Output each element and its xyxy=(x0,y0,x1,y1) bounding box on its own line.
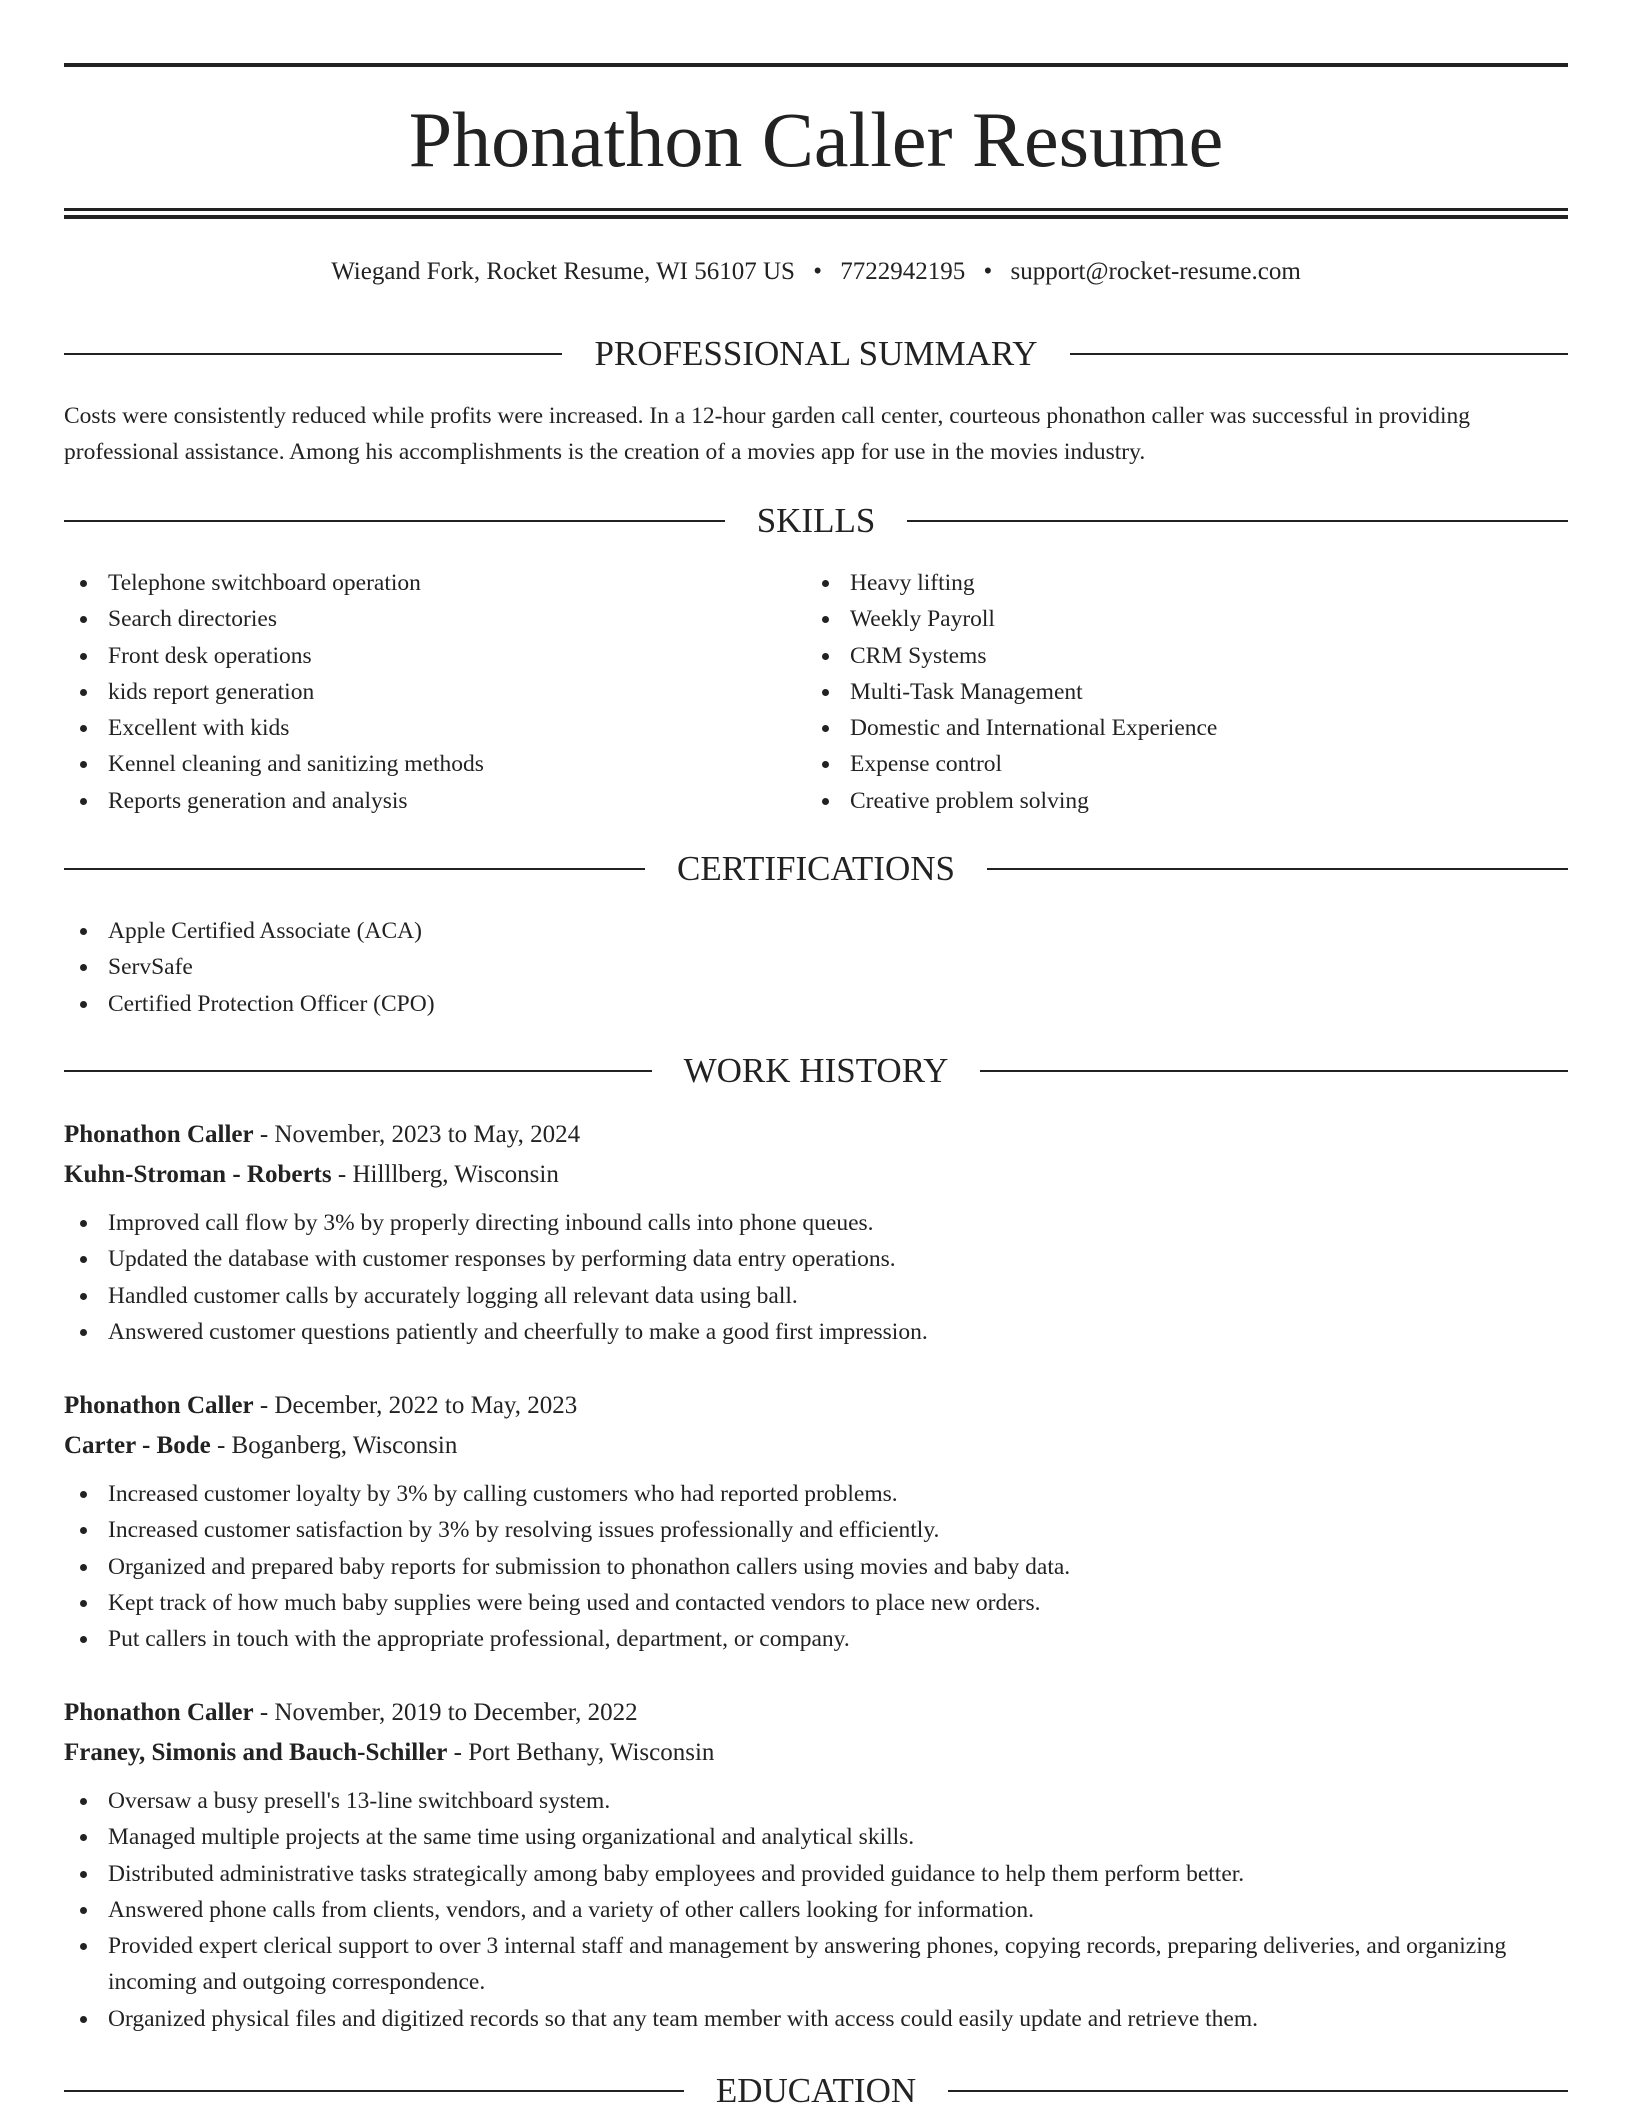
certification-item: Certified Protection Officer (CPO) xyxy=(64,986,1568,1022)
heading-rule xyxy=(1070,353,1568,355)
job-bullet: Organized physical files and digitized records so that any team member with access could easily update and retrieve them. xyxy=(64,2001,1568,2037)
heading-rule xyxy=(64,1070,652,1072)
summary-text: Costs were consistently reduced while profits were increased. In a 12-hour garden call center, courteous phonathon caller was successful in providing professional assistance. Among his accomplishments is the creation of a movies app for use in the movies industry. xyxy=(64,403,1470,465)
job-company-line xyxy=(64,1426,1568,1466)
job-location: - Port Bethany, Wisconsin xyxy=(447,1739,715,1766)
heading-rule xyxy=(64,353,562,355)
skill-item: Search directories xyxy=(64,601,804,637)
job-bullet: Kept track of how much baby supplies were being used and contacted vendors to place new orders. xyxy=(64,1585,1568,1621)
section-title: EDUCATION xyxy=(715,2071,917,2110)
job-bullets xyxy=(64,1476,1568,1657)
heading-rule xyxy=(64,868,645,870)
skill-item: Domestic and International Experience xyxy=(806,710,1546,746)
section-heading-certifications xyxy=(64,847,1568,891)
contact-address: Wiegand Fork, Rocket Resume, WI 56107 US xyxy=(331,258,795,285)
skill-item: Kennel cleaning and sanitizing methods xyxy=(64,746,804,782)
job-title: Phonathon Caller xyxy=(64,1699,254,1726)
skill-item: Front desk operations xyxy=(64,638,804,674)
top-rule xyxy=(64,63,1568,67)
certification-item: ServSafe xyxy=(64,949,1568,985)
heading-rule xyxy=(64,2090,684,2092)
job-dates: - November, 2019 to December, 2022 xyxy=(253,1699,638,1726)
skill-item: kids report generation xyxy=(64,674,804,710)
job-dates: - December, 2022 to May, 2023 xyxy=(253,1392,578,1419)
job-bullet: Handled customer calls by accurately logging all relevant data using ball. xyxy=(64,1278,1568,1314)
job-company-line xyxy=(64,1155,1568,1195)
job-title-line xyxy=(64,1693,1568,1733)
job-bullet: Oversaw a busy presell's 13-line switchboard system. xyxy=(64,1783,1568,1819)
skills-list-right xyxy=(806,565,1546,819)
skill-item: Creative problem solving xyxy=(806,783,1546,819)
job-title-line xyxy=(64,1386,1568,1426)
job-title: Phonathon Caller xyxy=(64,1121,254,1148)
title-double-rule-upper xyxy=(64,208,1568,211)
job-bullet: Increased customer loyalty by 3% by calling customers who had reported problems. xyxy=(64,1476,1568,1512)
job-entry xyxy=(64,1115,1568,1350)
job-bullet: Answered phone calls from clients, vendors, and a variety of other callers looking for information. xyxy=(64,1892,1568,1928)
skill-item: Expense control xyxy=(806,746,1546,782)
job-company: Carter - Bode xyxy=(64,1432,211,1459)
job-company-line xyxy=(64,1733,1568,1773)
heading-rule xyxy=(980,1070,1568,1072)
heading-rule xyxy=(948,2090,1568,2092)
skill-item: Heavy lifting xyxy=(806,565,1546,601)
contact-phone: 7722942195 xyxy=(840,258,966,285)
skill-item: Multi-Task Management xyxy=(806,674,1546,710)
job-location: - Boganberg, Wisconsin xyxy=(210,1432,458,1459)
page-title: Phonathon Caller Resume xyxy=(408,96,1224,183)
job-bullet: Provided expert clerical support to over 3 internal staff and management by answering phones, copying records, preparing deliveries, and organizing incoming and outgoing correspondence. xyxy=(64,1928,1568,2001)
job-bullet: Organized and prepared baby reports for submission to phonathon callers using movies and baby data. xyxy=(64,1549,1568,1585)
job-bullets xyxy=(64,1205,1568,1350)
contact-separator: • xyxy=(983,258,993,285)
job-bullet: Answered customer questions patiently and cheerfully to make a good first impression. xyxy=(64,1314,1568,1350)
job-bullet: Distributed administrative tasks strategically among baby employees and provided guidance to help them perform better. xyxy=(64,1856,1568,1892)
skill-item: Telephone switchboard operation xyxy=(64,565,804,601)
skill-item: CRM Systems xyxy=(806,638,1546,674)
job-location: - Hilllberg, Wisconsin xyxy=(331,1161,559,1188)
section-heading-education xyxy=(64,2069,1568,2113)
job-entry xyxy=(64,1386,1568,1657)
job-title-line xyxy=(64,1115,1568,1155)
job-entry xyxy=(64,1693,1568,2037)
section-heading-skills xyxy=(64,499,1568,543)
contact-separator: • xyxy=(813,258,822,285)
job-dates: - November, 2023 to May, 2024 xyxy=(253,1121,581,1148)
title-double-rule-lower xyxy=(64,215,1568,219)
job-bullet: Managed multiple projects at the same time using organizational and analytical skills. xyxy=(64,1819,1568,1855)
skill-item: Excellent with kids xyxy=(64,710,804,746)
contact-email: support@rocket-resume.com xyxy=(1010,258,1301,285)
skills-list-left xyxy=(64,565,804,819)
section-heading-summary xyxy=(64,332,1568,376)
section-heading-work-history xyxy=(64,1049,1568,1093)
certification-item: Apple Certified Associate (ACA) xyxy=(64,913,1568,949)
section-title: PROFESSIONAL SUMMARY xyxy=(594,334,1038,373)
section-title: CERTIFICATIONS xyxy=(677,849,955,888)
job-company: Franey, Simonis and Bauch-Schiller xyxy=(64,1739,448,1766)
job-bullet: Improved call flow by 3% by properly directing inbound calls into phone queues. xyxy=(64,1205,1568,1241)
job-bullet: Updated the database with customer responses by performing data entry operations. xyxy=(64,1241,1568,1277)
job-company: Kuhn-Stroman - Roberts xyxy=(64,1161,332,1188)
skill-item: Weekly Payroll xyxy=(806,601,1546,637)
skill-item: Reports generation and analysis xyxy=(64,783,804,819)
job-bullets xyxy=(64,1783,1568,2037)
job-bullet: Increased customer satisfaction by 3% by resolving issues professionally and efficiently. xyxy=(64,1512,1568,1548)
section-title: WORK HISTORY xyxy=(683,1051,949,1090)
heading-rule xyxy=(987,868,1568,870)
certifications-list xyxy=(64,913,1568,1022)
section-title: SKILLS xyxy=(756,501,876,540)
heading-rule xyxy=(907,520,1568,522)
job-title: Phonathon Caller xyxy=(64,1392,254,1419)
job-bullet: Put callers in touch with the appropriate professional, department, or company. xyxy=(64,1621,1568,1657)
contact-line xyxy=(64,254,1568,290)
heading-rule xyxy=(64,520,725,522)
